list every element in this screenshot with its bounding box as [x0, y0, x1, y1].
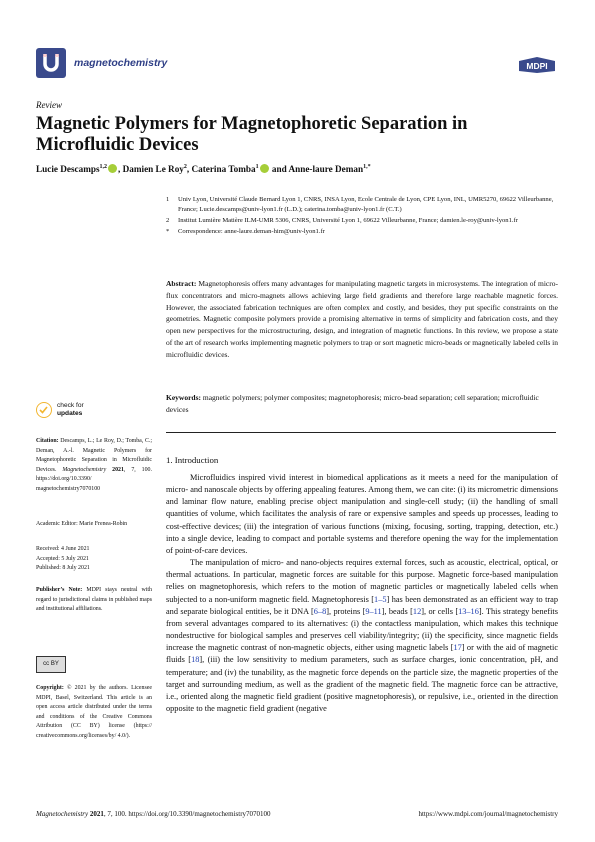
affiliation-text: Correspondence: anne-laure.deman-him@univ-lyon1.fr [178, 228, 325, 235]
published-date: Published: 8 July 2021 [36, 565, 90, 572]
author-name: Anne-laure Deman [288, 164, 364, 175]
page-footer [36, 810, 558, 818]
author-affiliation-marker: 1,* [363, 164, 371, 170]
citation-label: Citation: [36, 438, 59, 444]
paragraph [166, 472, 558, 557]
paragraph-text: Microfluidics inspired vivid interest in biomedical applications as it meets a need for the manipulation of micro- and nanoscale objects by offering appealing features. Among them, we can cite: (i) its micrometric dimensions and laminar flow nature, enabling precise object manipulation and single-cell study; (ii) the handling of small quantities of volume, which facilitates the analysis of rare or expensive samples and speeds up processes, leading to cost-effective devices; (iii) the integration of various functions (mixing, focusing, sorting, trapping, detection, etc.) into a single device, leading to compact and portable systems and therefore opening the way for the implementation of point-of-care devices. [166, 473, 558, 555]
article-type: Review [36, 100, 62, 110]
citation-doi[interactable]: , 7, 100. https://doi.org/10.3390/ magnetochemistry7070100 [36, 466, 152, 492]
author-separator: , [118, 164, 123, 175]
author-affiliation-marker: 1 [255, 164, 259, 170]
author-separator: , [186, 164, 192, 175]
keywords [166, 392, 558, 416]
affiliation-item [166, 216, 556, 226]
abstract-label: Abstract: [166, 279, 197, 288]
check-line-1: check for [57, 402, 84, 409]
paragraph-text: The manipulation of micro- and nano-objects requires external forces, such as acoustic, electrical, optical, or thermal actuations. In particular, magnetic forces are suitable for this purpose. Magnetic force-based manipulation relies on magnetophoresis, which refers to the motion of magnetic particles or magnetically labeled cells when subjected to a non-uniform magnetic field. Magnetophoresis [ [166, 558, 558, 604]
affiliations [166, 195, 556, 238]
citation-link[interactable]: 13–16 [458, 606, 479, 616]
paragraph-text: ], proteins [ [326, 606, 366, 616]
check-for-updates-icon[interactable] [36, 402, 52, 418]
citation [36, 437, 152, 495]
orcid-icon[interactable] [108, 164, 117, 173]
author-separator: and [269, 164, 289, 175]
paragraph-text: ], or cells [ [421, 606, 459, 616]
publisher-note [36, 586, 152, 615]
dates [36, 545, 152, 574]
divider [166, 432, 556, 433]
keywords-text: magnetic polymers; polymer composites; magnetophoresis; micro-bead separation; cell separation; microfluidic devices [166, 393, 539, 414]
citation-link[interactable]: 17 [453, 643, 462, 653]
citation-link[interactable]: 6–8 [313, 606, 327, 616]
footer-journal: Magnetochemistry [36, 810, 89, 818]
footer-url[interactable]: https://www.mdpi.com/journal/magnetochemistry [418, 810, 558, 818]
copyright-text: © 2021 by the authors. Licensee MDPI, Basel, Switzerland. This article is an open access article distributed under the terms and conditions of the Creative Commons Attribution (CC BY) license (https:// creativecommons.org/licenses/by/ 4.0/). [36, 685, 152, 739]
affiliation-marker: * [166, 228, 170, 235]
section-body [166, 472, 558, 715]
check-for-updates-link[interactable] [57, 402, 84, 418]
abstract-text: Magnetophoresis offers many advantages for manipulating magnetic targets in microsystems. The integration of micro-flux concentrators and micro-magnets allows achieving large field gradients and therefore large reachable magnetic forces. However, the associated fabrication techniques are often complex and costly, and besides, they put specific constraints on the geometries. Magnetic composite polymers provide a promising alternative in terms of simplicity and fabrication costs, and they open new perspectives for the microstructuring, design, and integration of magnetic functions. In this review, we propose a state of the art of research works implementing magnetic polymers to trap or sort magnetic micro-beads or magnetically labeled cells in microfluidic devices. [166, 279, 558, 359]
citation-link[interactable]: 12 [412, 606, 422, 616]
author-affiliation-marker: 2 [183, 164, 187, 170]
citation-link[interactable]: 18 [191, 655, 200, 665]
paragraph-text: ] has been demonstrated as an efficient way to trap and separate biological entities, be it DNA [ [166, 594, 558, 616]
cc-by-license-icon[interactable]: cc BY [36, 656, 66, 673]
paragraph-text: ], (iii) the low sensitivity to medium parameters, such as surface charges, ionic concentration, pH, and temperature; and (iv) the tunability, as the magnetic force depends on the particle size, the magnetic properties of the target and surrounding medium, as well as the gradient of the magnetic field. The magnetic force can be attractive, i.e., oriented along the magnetic field gradient (positive magnetophoresis), or repulsive, i.e., oriented in the direction opposite to the magnetic field gradient (negative [166, 655, 558, 713]
paragraph [166, 557, 558, 715]
copyright [36, 684, 152, 742]
citation-link[interactable]: 1–5 [374, 594, 387, 604]
paragraph-text: ] or with the aid of magnetic fluids [ [166, 643, 559, 665]
copyright-label: Copyright: [36, 685, 64, 691]
affiliation-marker: 2 [166, 217, 170, 224]
article-title: Magnetic Polymers for Magnetophoretic Separation in Microfluidic Devices [36, 114, 468, 155]
author-name: Caterina Tomba [191, 164, 256, 175]
author-affiliation-marker: 1,2 [99, 164, 108, 170]
mdpi-logo-text: MDPI [526, 61, 548, 71]
citation-link[interactable]: 9–11 [365, 606, 382, 616]
footer-citation [36, 810, 271, 818]
citation-journal: Magnetochemistry [62, 466, 107, 473]
keywords-label: Keywords: [166, 393, 201, 402]
abstract [166, 278, 558, 361]
journal-name: magnetochemistry [74, 57, 168, 69]
paragraph-text: ]. This strategy benefits from several advantages compared to its alternatives: (i) the contactless manipulation, which makes this technique nondestructive for biological samples and preserves cell viability/integrity; (ii) the specificity, since magnetic fields increase the magnetic contrast of non-magnetic objects, either using magnetic labels [ [166, 606, 558, 653]
footer-year: 2021 [89, 810, 104, 818]
affiliation-item [166, 227, 556, 237]
citation-text: Descamps, L.; Le Roy, D.; Tomba, C.; Deman, A.-l. Magnetic Polymers for Magnetophoretic Separation in Microfluidic Devices. [36, 438, 152, 473]
check-line-2: updates [57, 410, 83, 417]
affiliation-text: Institut Lumière Matière ILM-UMR 5306, CNRS, Université Lyon 1, 69622 Villeurbanne, France; damien.le-roy@univ-lyon1.fr [178, 217, 518, 224]
footer-doi[interactable]: , 7, 100. https://doi.org/10.3390/magnetochemistry7070100 [103, 810, 271, 818]
magnet-icon [36, 48, 66, 78]
affiliation-marker: 1 [166, 196, 170, 203]
publisher-note-label: Publisher’s Note: [36, 587, 83, 593]
orcid-icon[interactable] [260, 164, 269, 173]
affiliation-text: Univ Lyon, Université Claude Bernard Lyon 1, CNRS, INSA Lyon, Ecole Centrale de Lyon, CPE Lyon, INL, UMR5270, 69622 Villeurbanne, France; Lucie.descamps@univ-lyon1.fr (L.D.); caterina.tomba@univ-lyon1.fr (C.T.) [178, 196, 554, 213]
author-name: Damien Le Roy [122, 164, 184, 175]
received-date: Received: 4 June 2021 [36, 546, 90, 552]
author-list [36, 164, 371, 174]
mdpi-logo [517, 56, 557, 74]
journal-logo [36, 48, 66, 78]
affiliation-item [166, 195, 556, 215]
paragraph-text: ], beads [ [381, 606, 413, 616]
publisher-note-text: MDPI stays neutral with regard to jurisdictional claims in published maps and institutional affiliations. [36, 587, 152, 613]
section-heading: 1. Introduction [166, 455, 219, 465]
author-name: Lucie Descamps [36, 164, 100, 175]
accepted-date: Accepted: 5 July 2021 [36, 555, 89, 562]
citation-year: 2021 [112, 466, 124, 473]
academic-editor: Academic Editor: Marie Frenea-Robin [36, 521, 128, 527]
